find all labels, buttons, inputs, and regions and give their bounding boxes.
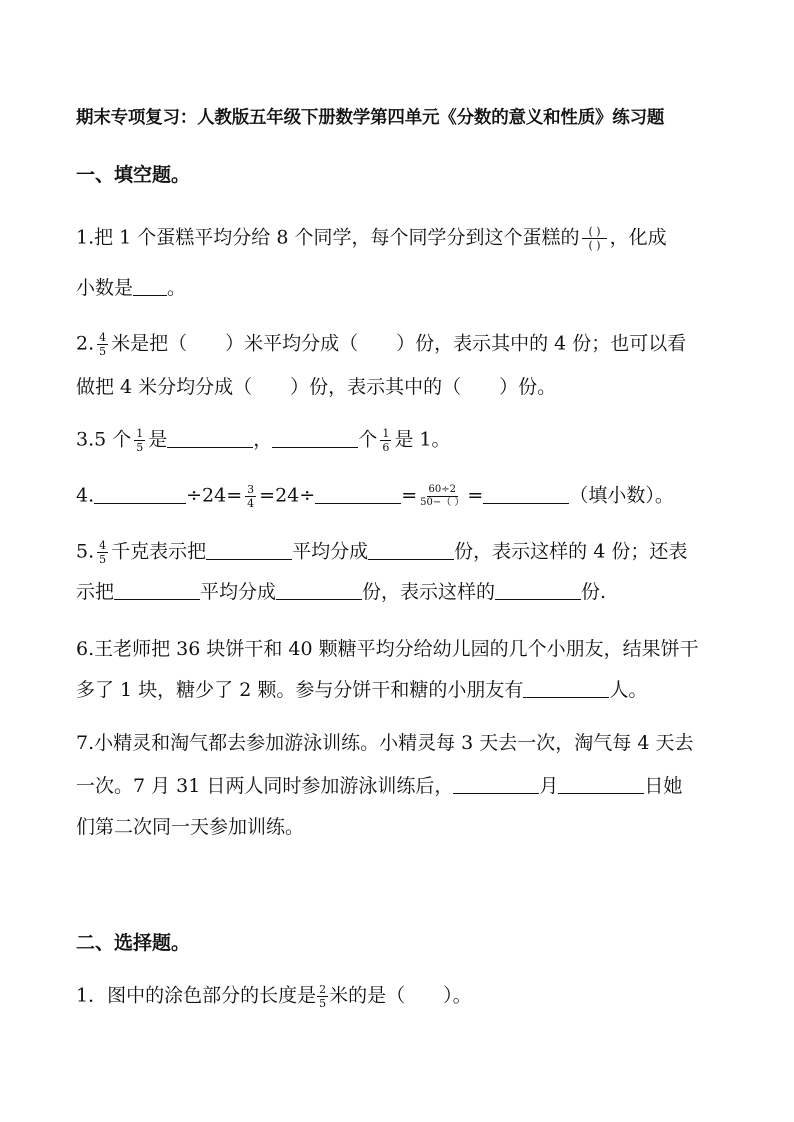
question-4-line: 4. ÷24= $\frac{3}{4}$ =24÷ = $\frac{60\div 2}{50-( )}$ = （填小数）。 <box>76 483 674 510</box>
question-7-line-1: 7.小精灵和淘气都去参加游泳训练。小精灵每 3 天去一次，淘气每 4 天去 <box>76 732 694 754</box>
answer-blank <box>94 486 186 504</box>
question-7-line-3: 们第二次同一天参加训练。 <box>76 816 305 838</box>
answer-blank <box>206 542 292 560</box>
section-fill-in-heading: 一、填空题。 <box>76 164 191 186</box>
answer-blank <box>495 582 581 600</box>
question-2-line-1: 2. $\frac{4}{5}$ 米是把（ ）米平均分成（ ）份，表示其中的 4 份；也可以看 <box>76 331 687 358</box>
answer-blank <box>133 278 167 296</box>
question-5-line-2: 示把 平均分成 份，表示这样的 份. <box>76 581 607 603</box>
fraction-1-5: $\frac{1}{5}$ <box>136 427 144 454</box>
question-2-line-2: 做把 4 米分均分成（ ）份，表示其中的（ ）份。 <box>76 376 557 398</box>
choice-question-1-line: 1．图中的涂色部分的长度是 $\frac{2}{5}$ 米的是（ ）。 <box>76 983 472 1010</box>
question-6-line-1: 6.王老师把 36 块饼干和 40 颗糖平均分给幼儿园的几个小朋友，结果饼干 <box>76 638 699 660</box>
question-3-line: 3.5 个 $\frac{1}{5}$ 是 ， 个 $\frac{1}{6}$ 是 1。 <box>76 427 451 454</box>
page-title: 期末专项复习：人教版五年级下册数学第四单元《分数的意义和性质》练习题 <box>76 108 665 128</box>
answer-blank <box>276 582 362 600</box>
fraction-2-5: $\frac{2}{5}$ <box>319 983 327 1010</box>
fraction-4-5: $\frac{4}{5}$ <box>99 331 107 358</box>
answer-blank <box>368 542 454 560</box>
question-6-line-2: 多了 1 块，糖少了 2 颗。参与分饼干和糖的小朋友有 人。 <box>76 679 648 701</box>
answer-blank <box>483 486 569 504</box>
fraction-1-6: $\frac{1}{6}$ <box>382 427 390 454</box>
fraction-60div2-over-50minus: $\frac{60\div 2}{50-( )}$ <box>420 484 465 508</box>
section-choice-heading: 二、选择题。 <box>76 932 191 954</box>
answer-blank <box>272 430 358 448</box>
answer-blank <box>558 776 644 794</box>
question-1-line-1: 1.把 1 个蛋糕平均分给 8 个同学，每个同学分到这个蛋糕的 $\frac{( )}{( )}$ ，化成 <box>76 225 667 252</box>
answer-blank <box>167 430 253 448</box>
answer-blank <box>523 680 609 698</box>
fraction-3-4: $\frac{3}{4}$ <box>247 483 255 510</box>
fraction-4-5: $\frac{4}{5}$ <box>99 539 107 566</box>
answer-blank <box>315 486 401 504</box>
answer-blank <box>114 582 200 600</box>
question-5-line-1: 5. $\frac{4}{5}$ 千克表示把 平均分成 份，表示这样的 4 份；还表 <box>76 539 688 566</box>
fraction-blank: $\frac{( )}{( )}$ <box>582 226 606 251</box>
question-7-line-2: 一次。7 月 31 日两人同时参加游泳训练后， 月 日她 <box>76 775 683 797</box>
question-1-line-2: 小数是 。 <box>76 277 187 299</box>
answer-blank <box>453 776 539 794</box>
